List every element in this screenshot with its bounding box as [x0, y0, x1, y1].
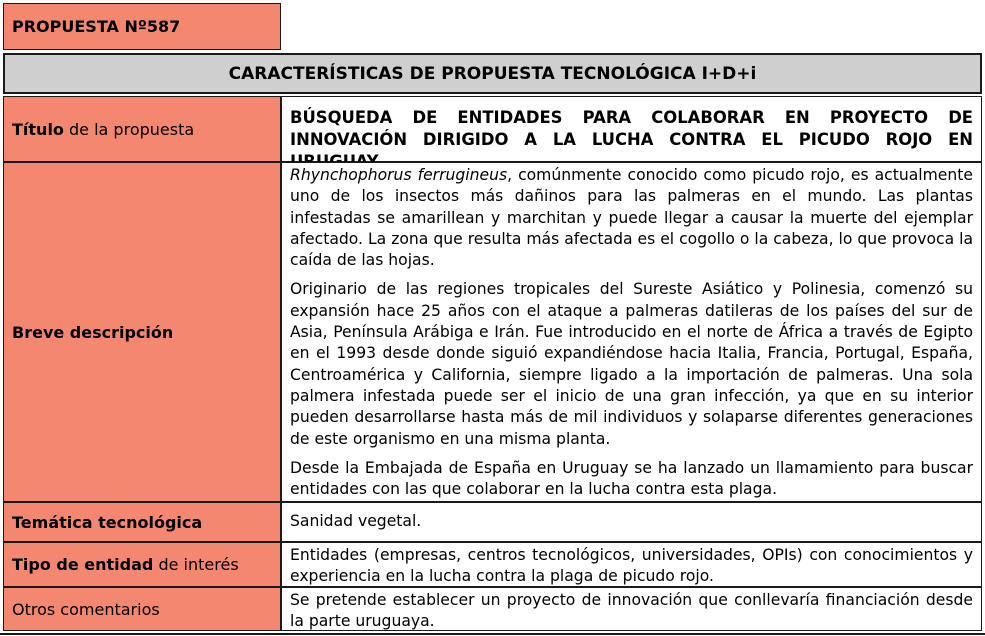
description-paragraph-3: Desde la Embajada de España en Uruguay se ha lanzado un llamamiento para buscar entidades con las que colaborar en la lucha contra esta plaga.	[290, 458, 973, 499]
proposal-number: PROPUESTA Nº587	[12, 17, 181, 36]
entity-type-value: Entidades (empresas, centros tecnológicos, universidades, OPIs) con conocimientos y experiencia en la lucha contra la plaga de picudo rojo.	[290, 546, 973, 586]
entity-type-label-rest: de interés	[153, 555, 239, 574]
description-paragraph-2: Originario de las regiones tropicales del Sureste Asiático y Polinesia, comenzó su expansión hace 25 años con el ataque a palmeras datileras de los países del sur de Asia, Península Arábiga e Irán. Fue introducido en el norte de África a través de Egipto en el 1993 desde donde siguió expandiéndose hacia Italia, Francia, Portugal, España, Centroamérica y California, siempre ligado a la importación de palmeras. Una sola palmera infestada puede ser el inicio de una gran infección, ya que en su interior pueden desarrollarse hasta más de mil individuos y solaparse diferentes generaciones de este organismo en una misma planta.	[290, 280, 973, 448]
title-label	[12, 120, 194, 139]
comments-label-cell	[3, 587, 281, 631]
comments-value: Se pretende establecer un proyecto de innovación que conllevaría financiación desde la parte uruguaya.	[290, 591, 973, 631]
topic-label: Temática tecnológica	[12, 512, 203, 532]
title-label-cell	[3, 96, 281, 162]
entity-type-label-bold: Tipo de entidad	[12, 555, 154, 574]
entity-type-label	[12, 555, 239, 574]
proposal-number-cell	[3, 3, 281, 50]
title-value-cell	[281, 96, 982, 162]
entity-type-label-cell	[3, 542, 281, 587]
characteristics-title: CARACTERÍSTICAS DE PROPUESTA TECNOLÓGICA I+D+i	[228, 63, 757, 84]
description-value-cell	[281, 162, 982, 502]
title-label-bold: Título	[12, 119, 64, 139]
characteristics-header	[3, 53, 982, 94]
description-label-cell	[3, 162, 281, 502]
species-name: Rhynchophorus ferrugineus	[290, 166, 508, 184]
description-label: Breve descripción	[12, 322, 174, 342]
topic-value: Sanidad vegetal.	[290, 512, 422, 531]
comments-label: Otros comentarios	[12, 599, 160, 619]
title-label-rest: de la propuesta	[63, 119, 195, 139]
description-paragraph-1-text: , comúnmente conocido como picudo rojo, es actualmente uno de los insectos más dañinos para las palmeras en el mundo. Las plantas infestadas se amarillean y marchitan y puede llegar a causar la muerte del ejemplar afectado. La zona que resulta más afectada es el cogollo o la cabeza, lo que provoca la caída de las hojas.	[290, 166, 973, 270]
entity-type-value-cell	[281, 542, 982, 587]
topic-value-cell	[281, 502, 982, 542]
topic-label-cell	[3, 502, 281, 542]
description-paragraph-1	[290, 165, 973, 271]
proposal-title: BÚSQUEDA DE ENTIDADES PARA COLABORAR EN PROYECTO DE INNOVACIÓN DIRIGIDO A LA LUCHA CONTRA EL PICUDO ROJO EN	[290, 108, 973, 149]
comments-value-cell	[281, 587, 982, 631]
bottom-rule	[0, 633, 985, 635]
